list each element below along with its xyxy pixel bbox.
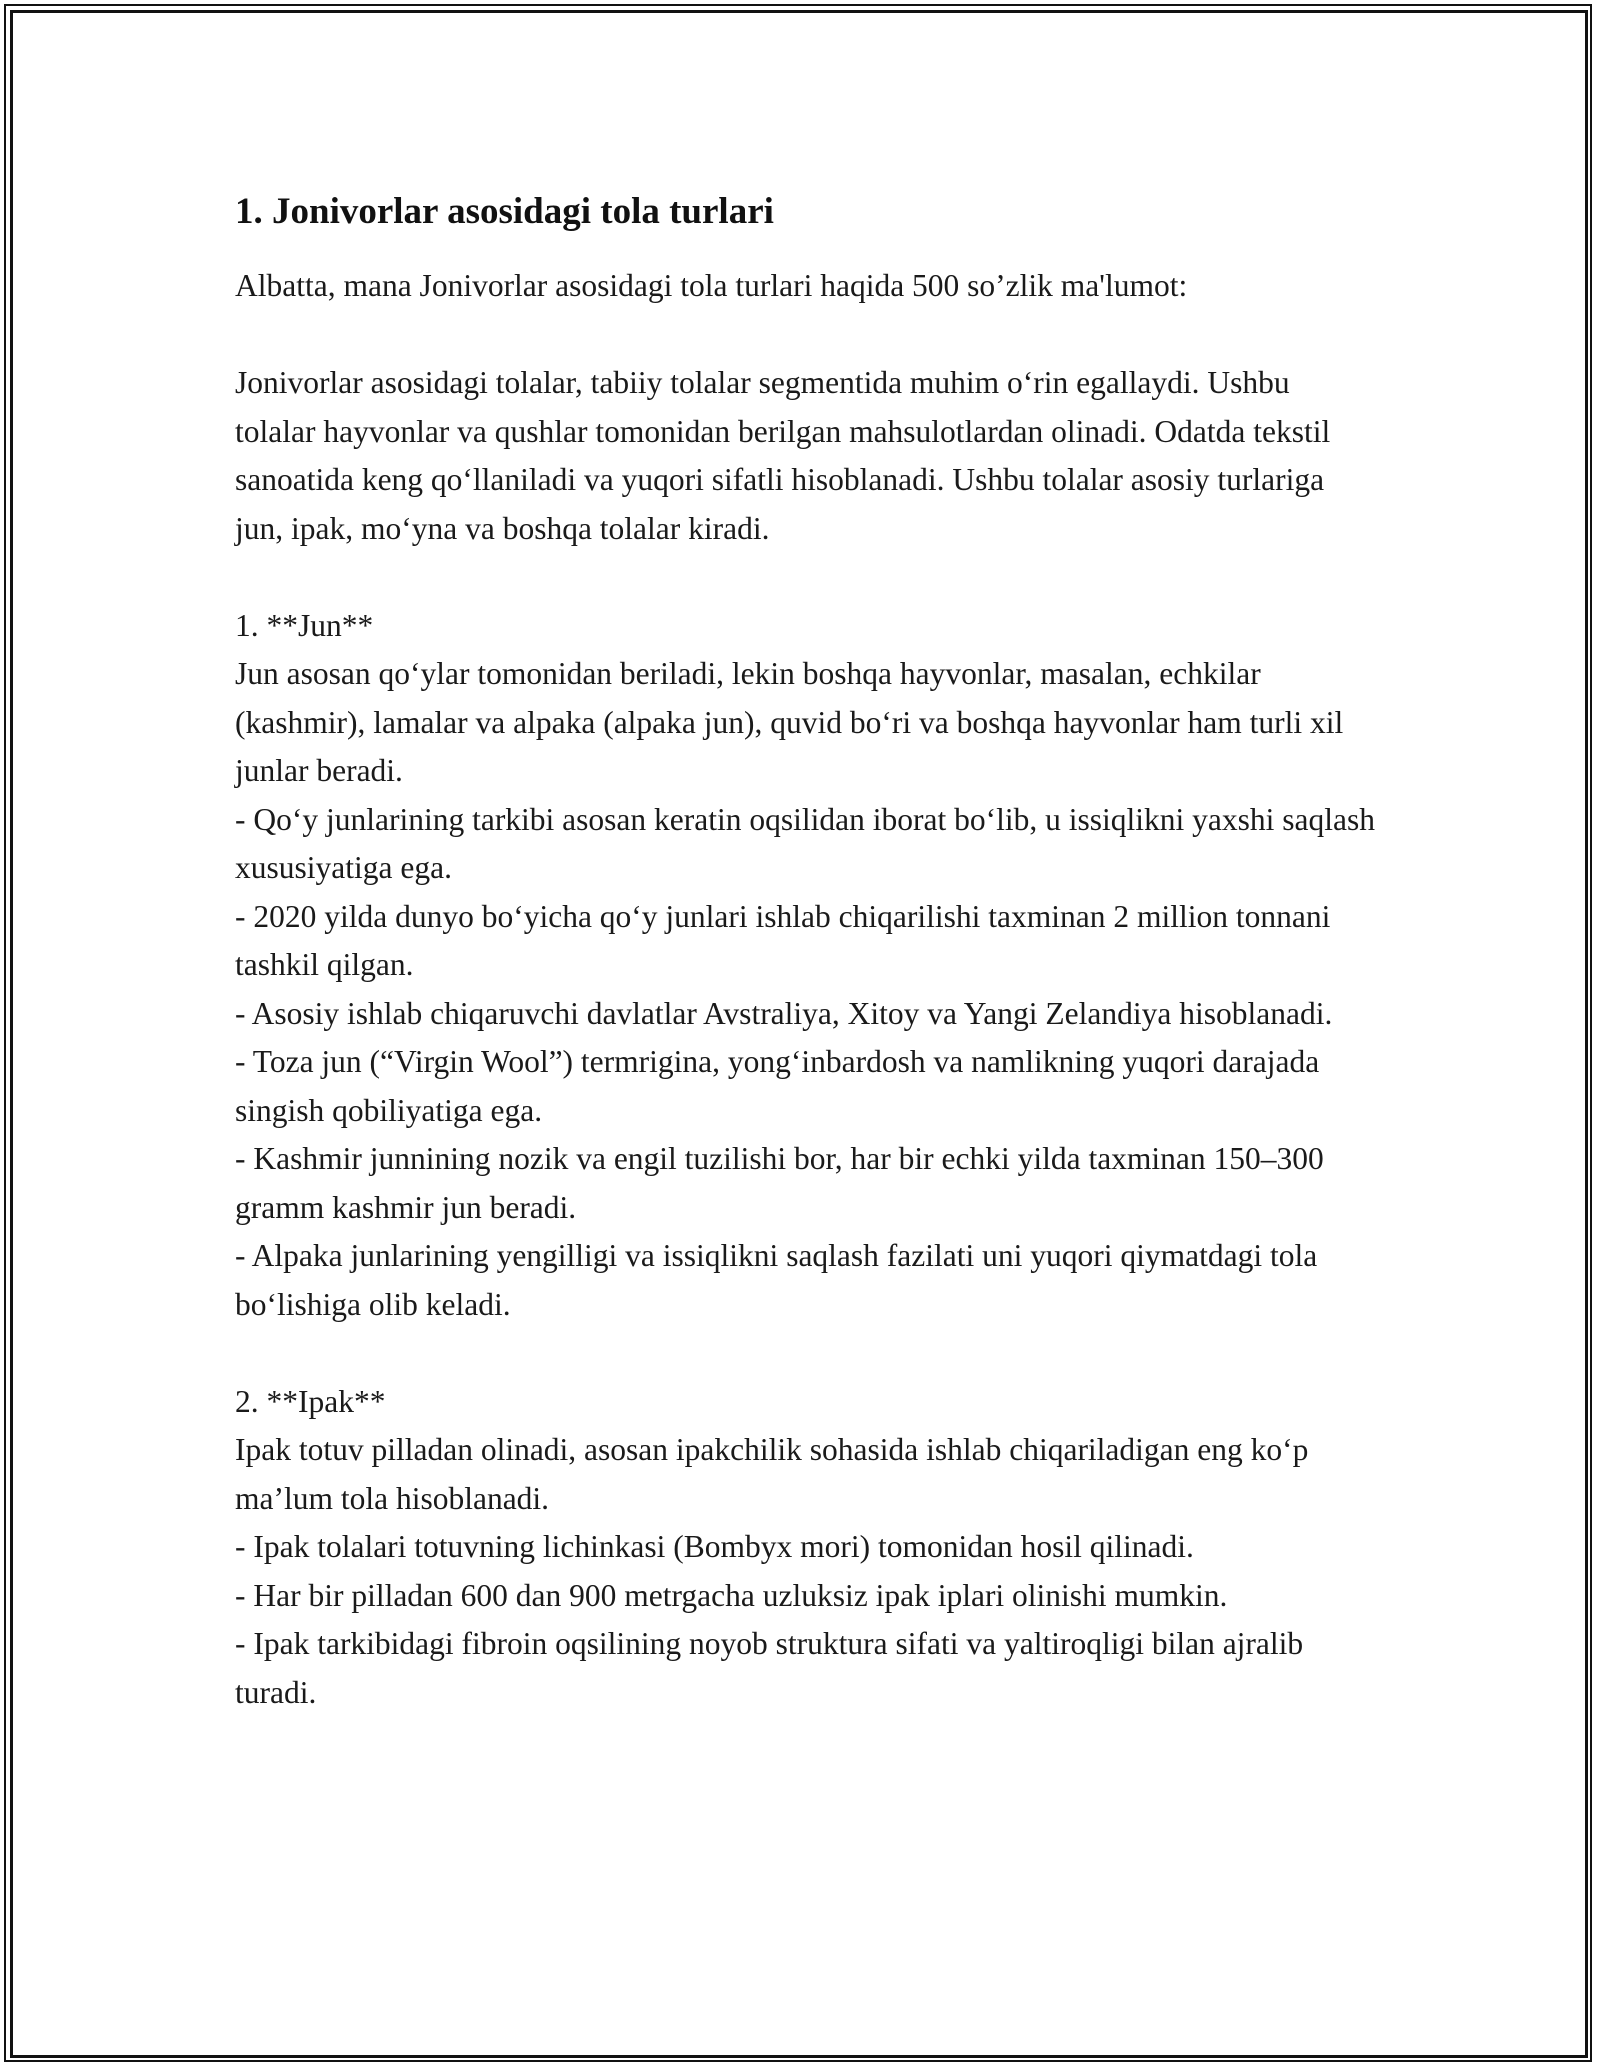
section-title-jun: 1. **Jun** [235, 607, 374, 643]
list-item: - Alpaka junlarining yengilligi va issiqlikni saqlash fazilati uni yuqori qiymatdagi tola bo‘lishiga olib keladi. [235, 1238, 1318, 1322]
paragraph-gap [235, 1329, 1375, 1378]
list-item: - Toza jun (“Virgin Wool”) termrigina, yong‘inbardosh va namlikning yuqori darajada singish qobiliyatiga ega. [235, 1044, 1320, 1128]
list-item: - Ipak tolalari totuvning lichinkasi (Bombyx mori) tomonidan hosil qilinadi. [235, 1529, 1194, 1564]
section-title-ipak: 2. **Ipak** [235, 1383, 386, 1419]
overview-paragraph: Jonivorlar asosidagi tolalar, tabiiy tolalar segmentida muhim o‘rin egallaydi. Ushbu tolalar hayvonlar va qushlar tomonidan berilgan mahsulotlardan olinadi. Odatda tekstil sanoatida keng qo‘llaniladi va yuqori sifatli hisoblanadi. Ushbu tolalar asosiy turlariga jun, ipak, mo‘yna va boshqa tolalar kiradi. [235, 365, 1331, 546]
paragraph-gap [235, 553, 1375, 602]
document-heading: 1. Jonivorlar asosidagi tola turlari [235, 191, 774, 232]
list-item: - Kashmir junnining nozik va engil tuzilishi bor, har bir echki yilda taxminan 150–300 gramm kashmir jun beradi. [235, 1141, 1324, 1225]
list-item: - Qo‘y junlarining tarkibi asosan keratin oqsilidan iborat bo‘lib, u issiqlikni yaxshi saqlash xususiyatiga ega. [235, 801, 1375, 885]
list-item: - 2020 yilda dunyo bo‘yicha qo‘y junlari ishlab chiqarilishi taxminan 2 million tonnani tashkil qilgan. [235, 898, 1331, 982]
list-item: - Har bir pilladan 600 dan 900 metrgacha uzluksiz ipak iplari olinishi mumkin. [235, 1577, 1228, 1613]
list-item: - Ipak tarkibidagi fibroin oqsilining noyob struktura sifati va yaltiroqligi bilan ajralib turadi. [235, 1626, 1304, 1710]
document-body [235, 188, 1375, 1717]
section-text-ipak: Ipak totuv pilladan olinadi, asosan ipakchilik sohasida ishlab chiqariladigan eng ko‘p ma’lum tola hisoblanadi. [235, 1432, 1309, 1516]
paragraph-gap [235, 311, 1375, 360]
section-text-jun: Jun asosan qo‘ylar tomonidan beriladi, lekin boshqa hayvonlar, masalan, echkilar (kashmir), lamalar va alpaka (alpaka jun), quvid bo‘ri va boshqa hayvonlar ham turli xil junlar beradi. [235, 656, 1344, 788]
intro-paragraph: Albatta, mana Jonivorlar asosidagi tola turlari haqida 500 so’zlik ma'lumot: [235, 268, 1188, 303]
list-item: - Asosiy ishlab chiqaruvchi davlatlar Avstraliya, Xitoy va Yangi Zelandiya hisoblanadi. [235, 995, 1333, 1031]
